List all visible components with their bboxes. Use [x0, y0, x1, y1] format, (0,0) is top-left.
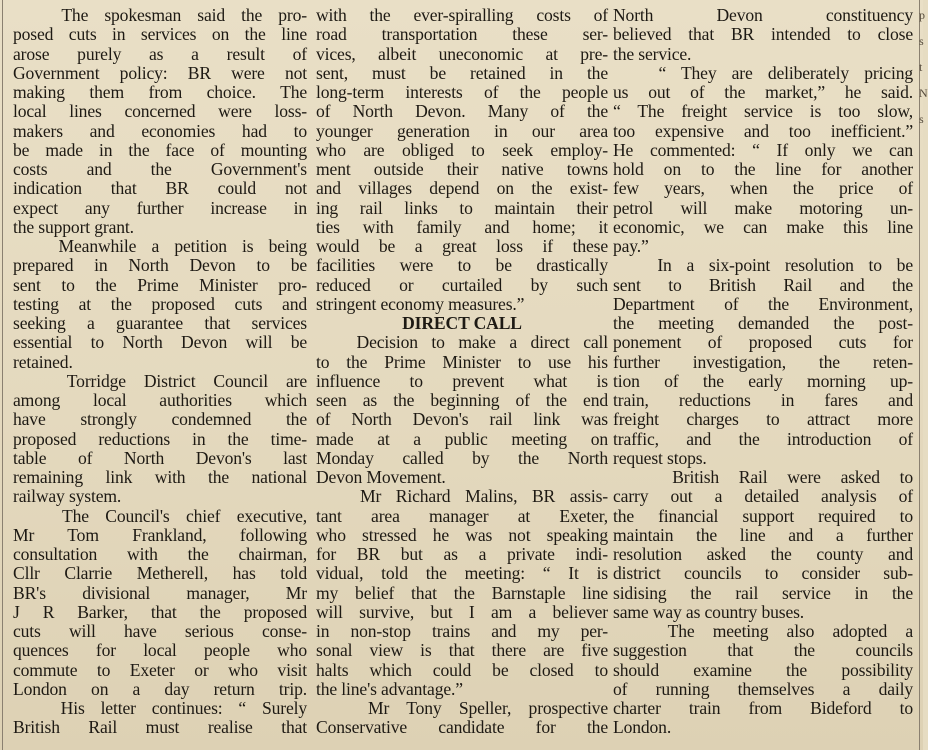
article-column-2: [316, 6, 608, 738]
article-line: proposed reductions in the time-: [13, 428, 307, 449]
subheading: DIRECT CALL: [402, 313, 522, 333]
article-line: Torridge District Council are: [13, 370, 307, 391]
article-line: freight charges to attract more: [613, 409, 913, 430]
article-line: posed cuts in services on the line: [13, 24, 307, 45]
article-line: among local authorities which: [13, 390, 307, 410]
article-line: tant area manager at Exeter,: [316, 505, 608, 526]
article-line: seen as the beginning of the end: [316, 390, 608, 410]
article-line: the support grant.: [13, 216, 134, 237]
article-line: ing rail links to maintain their: [316, 197, 608, 218]
article-line: vices, albeit uneconomic at pre-: [316, 43, 608, 64]
article-line: In a six-point resolution to be: [613, 255, 913, 276]
article-line: have strongly condemned the: [13, 409, 307, 430]
article-line: British Rail were asked to: [613, 467, 913, 487]
article-line: consultation with the chairman,: [13, 544, 307, 564]
article-line: vidual, told the meeting: “ It is: [316, 563, 608, 584]
left-border-rule: [2, 0, 3, 750]
article-line: who stressed he was not speaking: [316, 524, 608, 545]
article-line: “ The freight service is too slow,: [613, 101, 913, 122]
article-line: testing at the proposed cuts and: [13, 293, 307, 314]
article-line: too expensive and too inefficient.”: [613, 120, 913, 141]
article-line: remaining link with the national: [13, 467, 307, 487]
article-line: maintain the line and a further: [613, 524, 913, 545]
article-line: quences for local people who: [13, 640, 307, 661]
article-line: believed that BR intended to close: [613, 24, 913, 45]
article-line: sidising the rail service in the: [613, 582, 913, 603]
article-line: younger generation in our area: [316, 120, 608, 141]
article-line: seeking a guarantee that services: [13, 313, 307, 333]
article-line: the meeting demanded the post-: [613, 313, 913, 333]
article-line: district councils to consider sub-: [613, 563, 913, 584]
article-line: table of North Devon's last: [13, 447, 307, 468]
article-line: the line's advantage.”: [316, 678, 463, 699]
article-line: Monday called by the North: [316, 447, 608, 468]
article-line: request stops.: [613, 447, 707, 468]
article-line: train, reductions in fares and: [613, 390, 913, 410]
article-line: same way as country buses.: [613, 601, 805, 622]
article-line: halts which could be closed to: [316, 659, 608, 680]
article-line: commute to Exeter or who visit: [13, 659, 307, 680]
edge-fragment: s: [919, 34, 924, 48]
article-line: Mr Tom Frankland, following: [13, 524, 307, 545]
article-line: the service.: [613, 43, 692, 64]
article-line: ment outside their native towns: [316, 159, 608, 179]
article-line: traffic, and the introduction of: [613, 428, 913, 449]
article-line: prepared in North Devon to be: [13, 255, 307, 276]
article-column-1: [13, 6, 307, 738]
edge-fragment: s: [919, 112, 924, 126]
article-line: BR's divisional manager, Mr: [13, 582, 307, 603]
article-line: will survive, but I am a believer: [316, 601, 608, 622]
article-line: cuts will have serious conse-: [13, 621, 307, 641]
article-line: economic, we can make this line: [613, 216, 913, 237]
article-line: makers and economies had to: [13, 120, 307, 141]
article-line: J R Barker, that the proposed: [13, 601, 307, 622]
edge-fragment: t: [919, 60, 923, 74]
article-line: suggestion that the councils: [613, 640, 913, 661]
article-line: facilities were to be drastically: [316, 255, 608, 276]
article-line: long-term interests of the people: [316, 82, 608, 102]
article-line: His letter continues: “ Surely: [13, 698, 307, 718]
article-line: would be a great loss if these: [316, 236, 608, 256]
article-line: few years, when the price of: [613, 178, 913, 199]
article-line: Cllr Clarrie Metherell, has told: [13, 563, 307, 584]
article-line: with the ever-spiralling costs of: [316, 5, 608, 25]
article-line: to the Prime Minister to use his: [316, 351, 608, 372]
article-line: sent to the Prime Minister pro-: [13, 274, 307, 295]
article-line: costs and the Government's: [13, 159, 307, 179]
article-line: North Devon constituency: [613, 5, 913, 25]
article-line: “ They are deliberately pricing: [613, 62, 913, 83]
article-line: Government policy: BR were not: [13, 62, 307, 83]
article-line: and villages depend on the exist-: [316, 178, 608, 199]
article-line: us out of the market,” he said.: [613, 82, 913, 102]
article-line: made at a public meeting on: [316, 428, 608, 449]
article-line: sonal view is that there are five: [316, 640, 608, 661]
article-line: further investigation, the reten-: [613, 351, 913, 372]
article-line: arose purely as a result of: [13, 43, 307, 64]
article-column-3: [613, 6, 913, 738]
article-line: retained.: [13, 351, 73, 372]
article-line: ponement of proposed cuts for: [613, 332, 913, 353]
article-line: Meanwhile a petition is being: [13, 236, 307, 256]
article-line: of running themselves a daily: [613, 678, 913, 699]
edge-fragment: p: [919, 8, 925, 22]
article-line: Mr Tony Speller, prospective: [316, 698, 608, 718]
article-line: should examine the possibility: [613, 659, 913, 680]
article-line: sent, must be retained in the: [316, 62, 608, 83]
article-line: London on a day return trip.: [13, 678, 307, 699]
article-line: making them from choice. The: [13, 82, 307, 102]
article-line: The meeting also adopted a: [613, 621, 913, 641]
article-line: London.: [613, 717, 672, 738]
article-line: for BR but as a private indi-: [316, 544, 608, 564]
adjacent-column-fragment: [919, 4, 928, 132]
article-line: charter train from Bideford to: [613, 698, 913, 718]
article-line: of North Devon. Many of the: [316, 101, 608, 122]
article-line: Department of the Environment,: [613, 293, 913, 314]
article-line: The spokesman said the pro-: [13, 5, 307, 25]
article-line: Devon Movement.: [316, 467, 446, 487]
edge-fragment: N: [919, 86, 928, 100]
article-line: local lines concerned were loss-: [13, 101, 307, 122]
article-line: road transportation these ser-: [316, 24, 608, 45]
article-line: Decision to make a direct call: [316, 332, 608, 353]
article-line: expect any further increase in: [13, 197, 307, 218]
article-line: indication that BR could not: [13, 178, 307, 199]
article-line: my belief that the Barnstaple line: [316, 582, 608, 603]
article-line: tion of the early morning up-: [613, 370, 913, 391]
article-line: resolution asked the county and: [613, 544, 913, 564]
article-line: Conservative candidate for the: [316, 717, 608, 738]
article-line: railway system.: [13, 486, 122, 507]
article-line: Mr Richard Malins, BR assis-: [316, 486, 608, 507]
article-line: the financial support required to: [613, 505, 913, 526]
article-line: influence to prevent what is: [316, 370, 608, 391]
article-line: in non-stop trains and my per-: [316, 621, 608, 641]
article-line: who are obliged to seek employ-: [316, 139, 608, 160]
article-line: ties with family and home; it: [316, 216, 608, 237]
article-line: reduced or curtailed by such: [316, 274, 608, 295]
article-line: stringent economy measures.”: [316, 293, 525, 314]
article-line: essential to North Devon will be: [13, 332, 307, 353]
article-line: of North Devon's rail link was: [316, 409, 608, 430]
article-line: hold on to the line for another: [613, 159, 913, 179]
article-line: pay.”: [613, 236, 649, 256]
article-line: The Council's chief executive,: [13, 505, 307, 526]
article-line: carry out a detailed analysis of: [613, 486, 913, 507]
article-line: He commented: “ If only we can: [613, 139, 913, 160]
article-line: be made in the face of mounting: [13, 139, 307, 160]
article-line: petrol will make motoring un-: [613, 197, 913, 218]
article-line: British Rail must realise that: [13, 717, 307, 738]
article-line: sent to British Rail and the: [613, 274, 913, 295]
